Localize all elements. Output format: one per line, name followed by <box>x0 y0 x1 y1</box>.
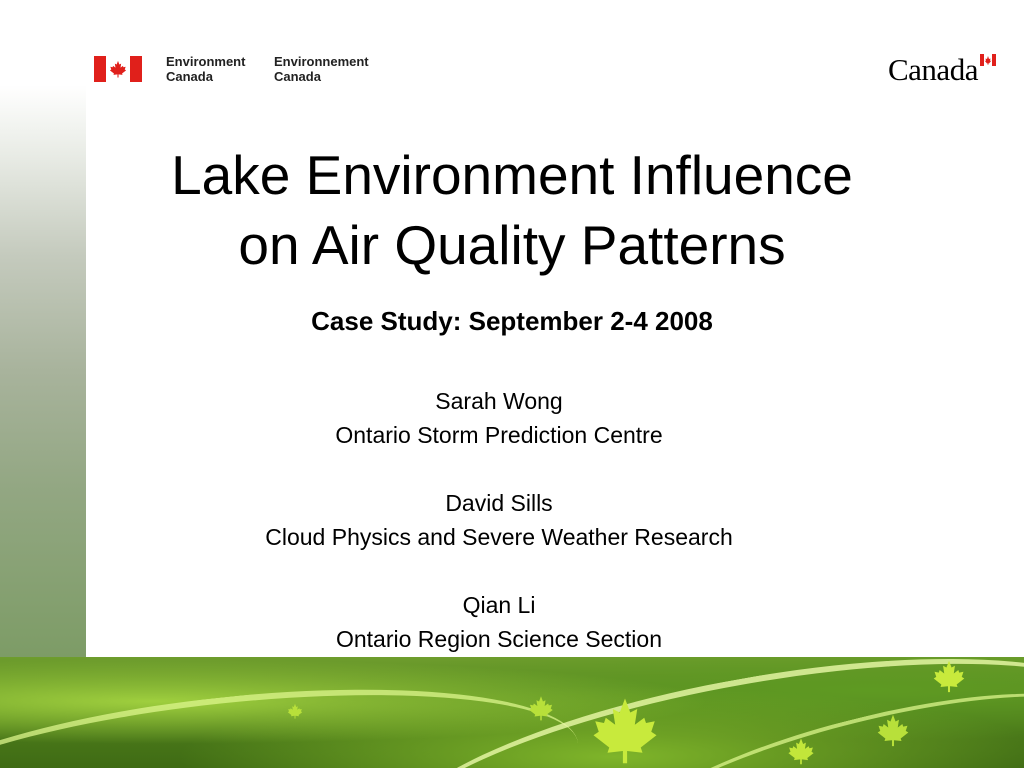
environment-canada-logo <box>94 54 142 84</box>
title-line-1: Lake Environment Influence <box>171 144 853 206</box>
author-block-1 <box>86 384 912 452</box>
wordmark-flag-icon <box>980 54 996 66</box>
author-block-2 <box>86 486 912 554</box>
maple-leaf-icon <box>528 695 554 721</box>
department-name-en: Environment Canada <box>166 54 246 84</box>
maple-leaf-icon <box>784 737 818 765</box>
author-block-3 <box>86 588 912 656</box>
author-affiliation: Ontario Region Science Section <box>335 626 663 652</box>
author-name: Sarah Wong <box>435 388 563 414</box>
maple-leaf-icon <box>287 703 303 719</box>
author-affiliation: Cloud Physics and Severe Weather Research <box>265 524 733 550</box>
maple-leaf-icon <box>932 659 966 693</box>
slide-subtitle: Case Study: September 2-4 2008 <box>311 306 713 336</box>
author-name: David Sills <box>445 490 553 516</box>
canada-wordmark: Canada <box>888 52 978 87</box>
canada-flag-icon <box>94 56 142 82</box>
title-line-2: on Air Quality Patterns <box>238 214 786 276</box>
maple-leaf-icon <box>590 695 660 765</box>
maple-leaf-icon <box>876 713 910 747</box>
department-name-fr: Environnement Canada <box>274 54 369 84</box>
left-gradient-strip <box>0 85 86 657</box>
foliage-banner <box>0 657 1024 768</box>
author-name: Qian Li <box>462 592 536 618</box>
author-affiliation: Ontario Storm Prediction Centre <box>335 422 663 448</box>
slide-title <box>86 140 938 280</box>
